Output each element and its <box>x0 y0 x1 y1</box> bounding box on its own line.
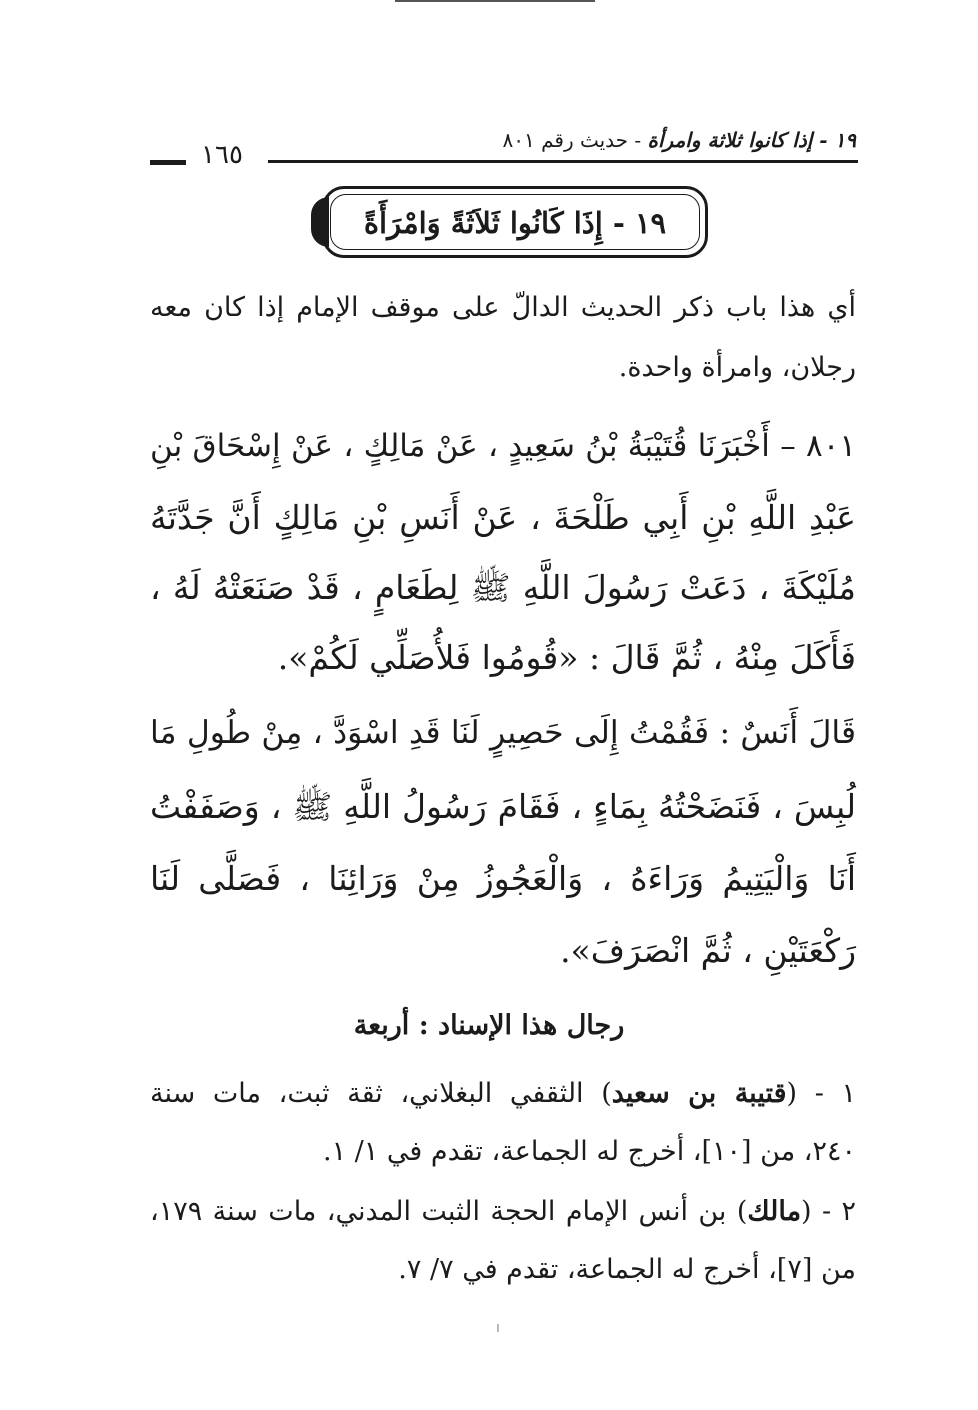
hadith-line-4: فَأَكَلَ مِنْهُ ، ثُمَّ قَالَ : «قُومُوا فَلأُصَلِّي لَكُمْ». <box>277 638 856 677</box>
narrator-2-line-2: من [٧]، أخرج له الجماعة، تقدم في ٧/ ٧. <box>398 1254 856 1285</box>
intro-line-1: أي هذا باب ذكر الحديث الدالّ على موقف الإمام إذا كان معه <box>150 292 856 323</box>
running-chapter-title: ١٩ - إذا كانوا ثلاثة وامرأة <box>647 128 856 152</box>
narrator-1-line-1 <box>150 1078 856 1109</box>
narrator-2-details: ) بن أنس الإمام الحجة الثبت المدني، مات سنة ١٧٩، <box>150 1196 748 1227</box>
anas-line-1: قَالَ أَنَسٌ : فَقُمْتُ إِلَى حَصِيرٍ لَنَا قَدِ اسْوَدَّ ، مِنْ طُولِ مَا <box>150 715 856 751</box>
running-hadith-number: - حديث رقم ٨٠١ <box>502 128 642 152</box>
narrator-1-line-2: ٢٤٠، من [١٠]، أخرج له الجماعة، تقدم في ١/ ١. <box>322 1136 856 1167</box>
narrator-1-number: ١ - ( <box>786 1078 856 1109</box>
hadith-line-1: ٨٠١ – أَخْبَرَنَا قُتَيْبَةُ بْنُ سَعِيدٍ ، عَنْ مَالِكٍ ، عَنْ إِسْحَاقَ بْنِ <box>150 428 856 464</box>
chapter-title: ١٩ - إِذَا كَانُوا ثَلاَثَةً وَامْرَأَةً <box>363 206 667 240</box>
page-number: ١٦٥ <box>201 140 243 170</box>
running-header <box>502 128 856 152</box>
page-number-rule <box>150 160 186 165</box>
intro-line-2: رجلان، وامرأة واحدة. <box>618 352 856 383</box>
top-edge-line <box>395 0 595 2</box>
hadith-line-2: عَبْدِ اللَّهِ بْنِ أَبِي طَلْحَةَ ، عَنْ أَنَسِ بْنِ مَالِكٍ أَنَّ جَدَّتَهُ <box>150 498 856 537</box>
header-rule <box>268 160 858 163</box>
narrator-1-details: ) الثقفي البغلاني، ثقة ثبت، مات سنة <box>150 1078 612 1109</box>
anas-line-3: أَنَا وَالْيَتِيمُ وَرَاءَهُ ، وَالْعَجُوزُ مِنْ وَرَائِنَا ، فَصَلَّى لَنَا <box>150 859 856 898</box>
hadith-line-3: مُلَيْكَةَ ، دَعَتْ رَسُولَ اللَّهِ ﷺ لِطَعَامٍ ، قَدْ صَنَعَتْهُ لَهُ ، <box>150 568 856 607</box>
anas-line-4: رَكْعَتَيْنِ ، ثُمَّ انْصَرَفَ». <box>560 931 856 970</box>
narrator-2-number: ٢ - ( <box>801 1196 856 1227</box>
scan-mark <box>497 1324 499 1332</box>
narrator-2-line-1 <box>150 1196 856 1227</box>
narrators-heading: رجال هذا الإسناد : أربعة <box>353 1010 625 1041</box>
narrator-1-name: قتيبة بن سعيد <box>611 1078 787 1109</box>
narrator-2-name: مالك <box>747 1196 802 1227</box>
anas-line-2: لُبِسَ ، فَنَضَحْتُهُ بِمَاءٍ ، فَقَامَ رَسُولُ اللَّهِ ﷺ ، وَصَفَفْتُ <box>150 787 856 826</box>
